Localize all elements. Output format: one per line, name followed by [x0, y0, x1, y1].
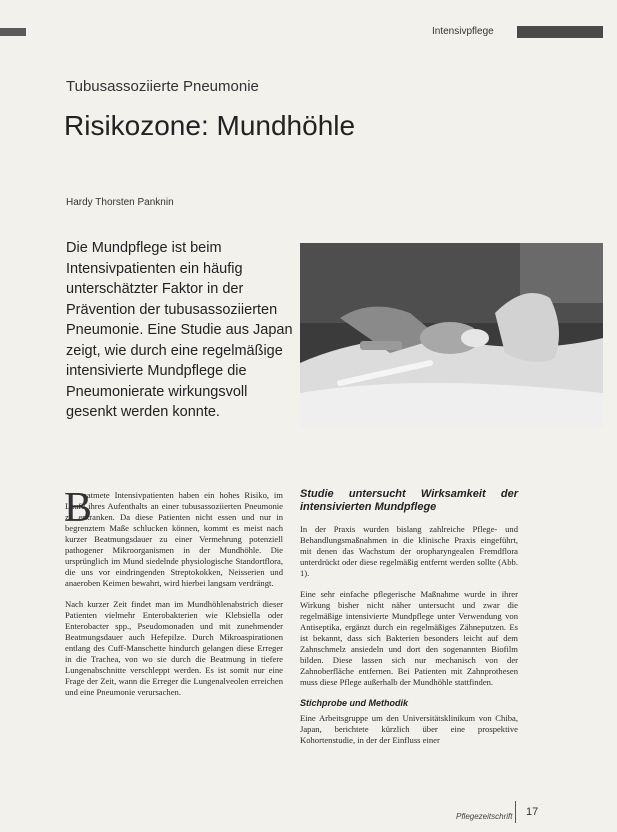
body-paragraph: In der Praxis wurden bislang zahlreiche Pflege- und Behandlungsmaßnahmen in die klinische Praxis eingeführt, mit denen das Wachstum der oropharyngealen Fremdflora unterdrückt oder diese regelmäßig entfernt werden sollte (Abb. 1).: [300, 524, 518, 578]
body-paragraph: Eine sehr einfache pflegerische Maßnahme wurde in ihrer Wirkung bisher nicht näher untersucht und zwar die regelmäßige intensivierte Mundpflege unter Verwendung von Antiseptika, ergänzt durch ein regelmäßiges Zähneputzen. Es ist bekannt, dass sich Bakterien besonders leicht auf dem Zahnschmelz ansiedeln und dort den sogenannten Biofilm bilden. Diese lassen sich nur mechanisch von der Zahnoberfläche entfernen. Bei Patienten mit Zahnprothesen muss diese Pflege außerhalb der Mundhöhle stattfinden.: [300, 589, 518, 687]
section-label: Intensivpflege: [432, 26, 494, 37]
body-column-right: [300, 488, 518, 756]
body-paragraph: eatmete Intensivpatienten haben ein hohes Risiko, im Laufe ihres Aufenthalts an einer tubusassoziierten Pneumonie zu erkranken. Da diese Patienten nicht essen und nur in begrenztem Maße schlucken können, kommt es meist nach kurzer Beatmungsdauer zu einer Vermehrung potenziell pathogener Mikroorganismen in der Mundhöhle. Die ursprünglich im Mund siedelnde physiologische Standortflora, die uns vor eindringenden Streptokokken, Neisserien und anaeroben Keimen bewahrt, wird hierbei langsam verdrängt.: [65, 490, 283, 588]
photo-credit: Foto: BBL: [603, 657, 617, 669]
article-lead: Die Mundpflege ist beim Intensivpatienten ein häufig unterschätzter Faktor in der Prävention der tubusassoziierten Pneumonie. Eine Studie aus Japan zeigt, wie durch eine regelmäßige intensivierte Mundpflege die Pneumonierate wirkungsvoll gesenkt werden konnte.: [66, 240, 293, 420]
page-number: 17: [526, 806, 539, 818]
article-kicker: Tubusassoziierte Pneumonie: [66, 78, 259, 95]
article-title: Risikozone: Mundhöhle: [64, 110, 356, 141]
drop-cap: B: [64, 485, 93, 531]
header-bar-left: [0, 28, 26, 36]
footer-divider: [515, 801, 516, 823]
body-column-left: [65, 490, 283, 708]
body-paragraph: Nach kurzer Zeit findet man im Mundhöhlenabstrich dieser Patienten vielmehr Enterobakterien wie Klebsiella oder Enterobacter spp., Pseudomonaden und mit zunehmender Beatmungsdauer auch Hefepilze. Durch Mikroaspirationen entlang des Cuff-Manschette hindurch gelangen diese Erreger in die Trachea, von wo sie durch die Beatmung in tiefere Lungenabschnitte verschleppt werden. Es ist somit nur eine Frage der Zeit, wann die Erreger die Lungenalveolen erreichen und eine Pneumonie verursachen.: [65, 599, 283, 697]
header-bar-right: [517, 26, 603, 38]
section-subheading: Stichprobe und Methodik: [300, 698, 408, 708]
section-heading: Studie untersucht Wirksamkeit der intensivierten Mundpflege: [300, 488, 518, 513]
photo-illustration: [300, 243, 603, 428]
article-author: Hardy Thorsten Panknin: [66, 197, 174, 208]
journal-name: Pflegezeitschrift: [456, 812, 513, 821]
body-paragraph: Eine Arbeitsgruppe um den Universitätsklinikum von Chiba, Japan, berichtete kürzlich über eine prospektive Kohortenstudie, in der der Einfluss einer: [300, 713, 518, 745]
